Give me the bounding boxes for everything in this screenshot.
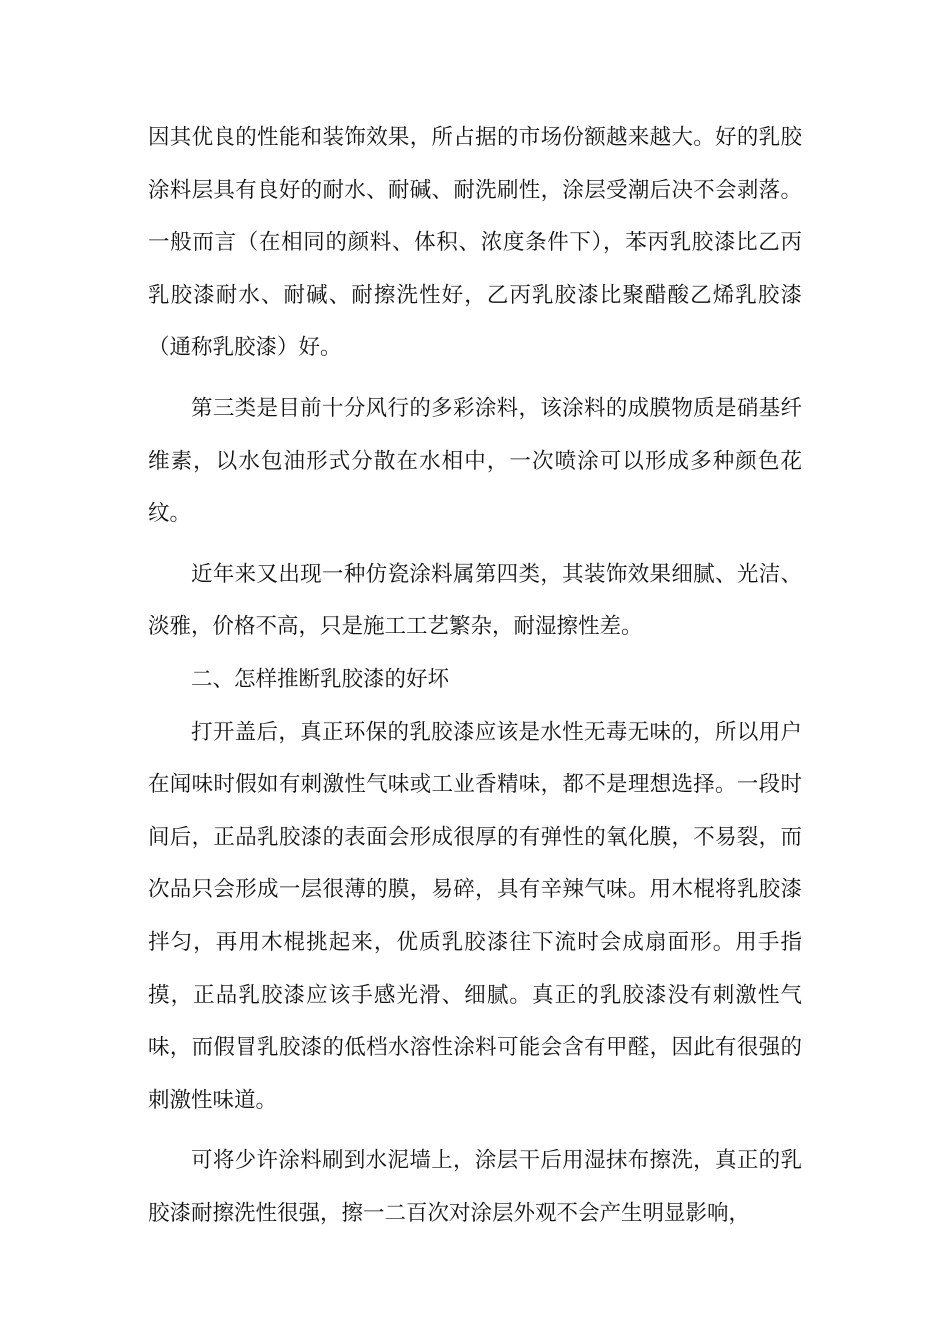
- section-heading-judging-latex-paint: 二、怎样推断乳胶漆的好坏: [191, 666, 450, 692]
- paragraph-smell-and-film-test: 打开盖后，真正环保的乳胶漆应该是水性无毒无味的，所以用户在闻味时假如有刺激性气味或工业香精味，都不是理想选择。一段时间后，正品乳胶漆的表面会形成很厚的有弹性的氧化膜，不易裂，而次品只会形成一层很薄的膜，易碎，具有辛辣气味。用木棍将乳胶漆拌匀，再用木棍挑起来，优质乳胶漆往下流时会成扇面形。用手指摸，正品乳胶漆应该手感光滑、细腻。真正的乳胶漆没有刺激性气味，而假冒乳胶漆的低档水溶性涂料可能会含有甲醛，因此有很强的刺激性味道。: [148, 719, 802, 1113]
- document-body: [148, 112, 802, 1240]
- paragraph-multicolor-paint: 第三类是目前十分风行的多彩涂料，该涂料的成膜物质是硝基纤维素，以水包油形式分散在水相中，一次喷涂可以形成多种颜色花纹。: [148, 395, 802, 527]
- paragraph-scrub-test: 可将少许涂料刷到水泥墙上，涂层干后用湿抹布擦洗，真正的乳胶漆耐擦洗性很强，擦一二百次对涂层外观不会产生明显影响，: [148, 1148, 802, 1226]
- paragraph-latex-paint-properties: 因其优良的性能和装饰效果，所占据的市场份额越来越大。好的乳胶涂料层具有良好的耐水、耐碱、耐洗刷性，涂层受潮后决不会剥落。一般而言（在相同的颜料、体积、浓度条件下），苯丙乳胶漆比乙丙乳胶漆耐水、耐碱、耐擦洗性好，乙丙乳胶漆比聚醋酸乙烯乳胶漆（通称乳胶漆）好。: [148, 125, 802, 361]
- paragraph-porcelain-paint: 近年来又出现一种仿瓷涂料属第四类，其装饰效果细腻、光洁、淡雅，价格不高，只是施工工艺繁杂，耐湿擦性差。: [148, 561, 802, 640]
